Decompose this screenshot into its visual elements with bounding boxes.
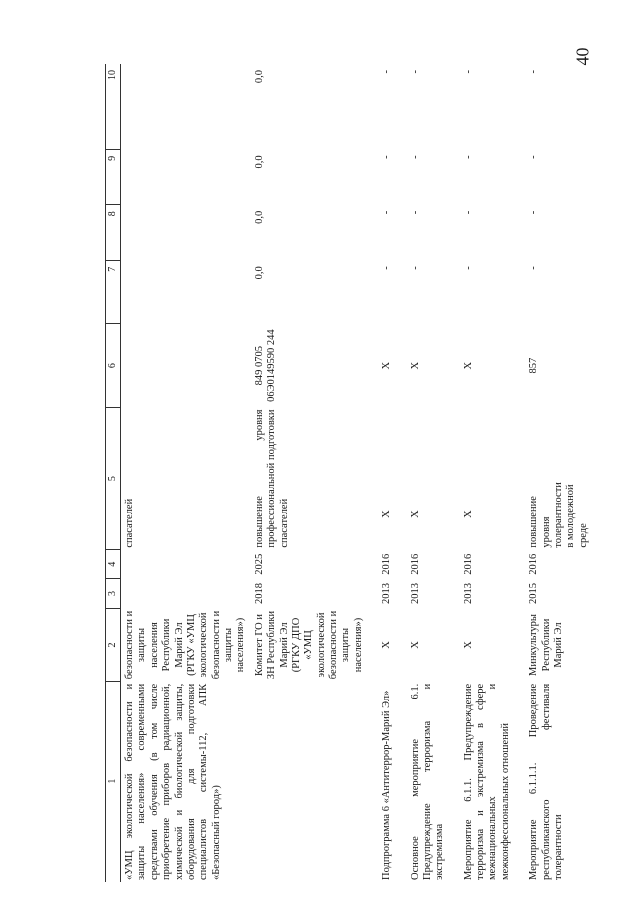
cell-value-10: - [409,70,421,74]
cell-value-8: - [528,210,540,215]
col-header-4: 4 [106,550,121,579]
col-header-3: 3 [106,579,121,608]
cell-value-7: - [528,266,540,270]
cell-value-8: - [409,210,421,215]
cell-start-year [121,579,251,608]
cell-value-8 [121,205,251,260]
table-row [460,64,516,882]
header-row [106,64,121,882]
table-row [251,64,368,882]
table-row [407,64,450,882]
cell-value-7 [121,260,251,324]
cell-description [251,682,368,882]
cell-end-year: 2025 [253,553,265,575]
rotated-content [105,64,613,882]
cell-start-year: 2018 [253,583,265,605]
cell-value-10: - [528,70,540,74]
cell-result: повышение уровня толерантности в молодежной среде [528,482,589,548]
row-spacer [397,64,407,882]
cell-executor: Х [462,641,474,649]
cell-value-9: 0,0 [253,155,265,169]
cell-result: спасателей [124,498,135,548]
cell-end-year: 2016 [409,553,421,575]
cell-start-year: 2013 [409,583,421,605]
cell-value-10: 0,0 [253,70,265,84]
cell-start-year: 2015 [528,583,540,605]
cell-value-9: - [528,155,540,159]
cell-value-8: - [462,210,474,215]
cell-end-year: 2016 [528,553,540,575]
cell-result-tail [378,407,396,478]
col-header-5: 5 [106,407,121,549]
cell-value-10: - [462,70,474,74]
col-header-6: 6 [106,324,121,408]
cell-budget-code: 849 0705 06Э0149590 244 [253,329,278,402]
cell-description: Основное мероприятие 6.1. Предупреждение терроризма и экстремизма [409,683,446,880]
table-row [525,64,593,882]
row-spacer [450,64,460,882]
cell-result: Х [381,510,393,518]
row-spacer [368,64,378,882]
cell-executor: Х [381,641,393,649]
cell-value-7: 0,0 [253,266,265,280]
cell-result-tail [407,407,450,478]
cell-value-10 [121,64,251,149]
cell-description: Подпрограмма 6 «Антитеррор-Марий Эл» [381,690,393,880]
cell-result: Х [462,510,474,518]
col-header-9: 9 [106,149,121,204]
col-header-10: 10 [106,64,121,149]
table-row [121,64,251,882]
page-number: 40 [572,47,593,66]
cell-description: Мероприятие 6.1.1.1. Проведение республиканского фестиваля толерантности [528,683,564,880]
cell-result: повышение профессиональной спасателей [253,462,290,548]
cell-result-tail [525,407,593,478]
cell-end-year: 2016 [462,553,474,575]
cell-end-year: 2016 [381,553,393,575]
cell-value-7: - [462,266,474,270]
cell-value-9: - [409,155,421,159]
table-row [378,64,396,882]
cell-result-tail [460,407,516,478]
cell-executor: Минкультуры Республики Марий Эл [528,614,564,676]
cell-budget-code: Х [462,361,474,370]
cell-executor: Х [409,641,421,649]
cell-start-year: 2013 [381,583,393,605]
cell-value-9: - [381,155,393,159]
cell-value-7: - [409,266,421,270]
cell-value-8: 0,0 [253,210,265,224]
col-header-1: 1 [106,682,121,882]
program-table [105,64,593,882]
landscape-sheet [105,64,613,882]
cell-result-tail [121,407,251,478]
col-header-8: 8 [106,205,121,260]
row-spacer [515,64,525,882]
cell-budget-code: 857 [528,357,540,374]
cell-value-9: - [462,155,474,159]
cell-description: Мероприятие 6.1.1. Предупреждение терроризма и экстремизма в сфере межнациональных и межконфессиональных отношений [462,683,511,880]
cell-value-8: - [381,210,393,215]
cell-value-9 [121,149,251,204]
col-header-2: 2 [106,608,121,682]
cell-description: «УМЦ экологической безопасности и защиты населения» современными средствами обучения (в том числе приобретение приборов радиационной, химической и биологической защиты, оборудования для подготовки специалистов системы-112, АПК «Безопасный город») [124,683,222,880]
col-header-7: 7 [106,260,121,324]
cell-value-10: - [381,70,393,74]
cell-executor: Комитет ГО и ЗН Республики Марий Эл (РГКУ ДПО «УМЦ экологической безопасности и защиты населения») [253,610,364,680]
cell-budget-code [121,324,251,408]
cell-value-7: - [381,266,393,270]
cell-budget-code: Х [409,361,421,370]
cell-end-year [121,550,251,579]
cell-start-year: 2013 [462,583,474,605]
cell-result-tail: уровня подготовки [253,409,278,460]
cell-executor: безопасности и защиты населения Республики Марий Эл (РГКУ «УМЦ экологической безопасности и защиты населения») [124,610,247,680]
cell-result: Х [409,510,421,518]
cell-budget-code: Х [381,361,393,370]
